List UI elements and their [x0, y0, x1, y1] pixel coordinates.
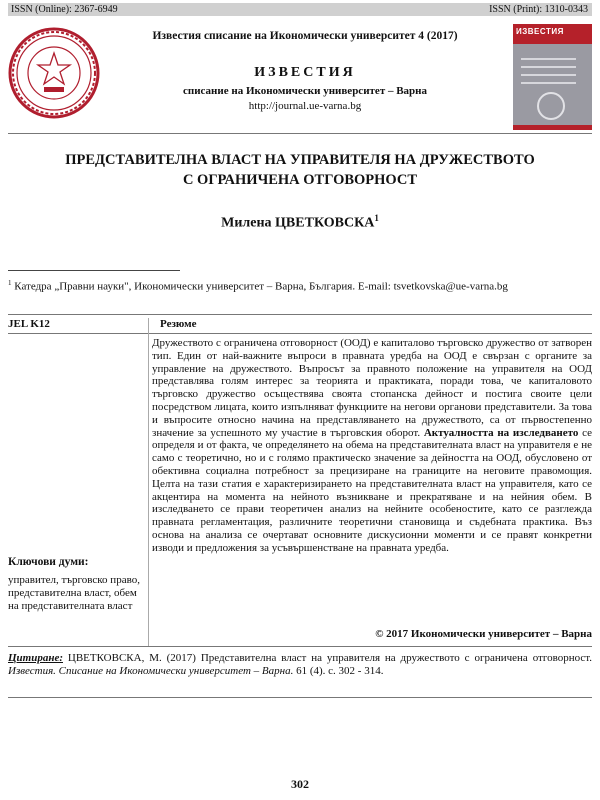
article-title-line-2: С ОГРАНИЧЕНА ОТГОВОРНОСТ — [182, 172, 418, 188]
citation-text: ЦВЕТКОВСКА, М. (2017) Представителна власт на управителя на дружеството с ограничена отговорност. — [67, 652, 592, 664]
abstract-part-2: се определя и от факта, че определянето на обема на представителната власт на управителя е не само с теоретично, но и с голямо практическо значение за дейността на ООД, обусловено от обективна социална потребност за прецизиране на границите на неговите правомощия. Целта на тази статия е характеризирането на представителната власт на управителя, като се акцентира на момента на нейното възникване и прекратяване и на нейния обем. В изследването се прави теоретичен анализ на нейните особеностите, като се разглежда правната регламентация, различните теоретични становища и съдебната практика. Въз основа на анализа се очертават основните дискусионни моменти и се правят конкретни изводи и предложения за усъвършенстване на правната уредба. — [152, 426, 593, 554]
cover-seal-icon — [537, 92, 565, 120]
cover-title: ИЗВЕСТИЯ — [516, 27, 564, 36]
abstract-part-1: Дружеството с ограничена отговорност (ООД) е капиталово търговско дружество от затворен тип. Един от най-важните въпроси в правната уредба на ООД е свързан с органите за управление на дружеството. Въпросът за правното положение на управителя на ООД представлява голям интерес за теорията и практиката, поради това, че капиталовото търговско дружество осъществява своята стопанска дейност и постига своите цели посредством лицата, които изпълняват функциите на негови органови представители. За това и въпросите относно начина на представляването на дружеството, са от първостепенно значение за успешното му участие в търговския оборот. — [152, 337, 592, 439]
summary-heading: Резюме — [160, 318, 197, 330]
citation-pages: 61 (4). с. 302 - 314. — [296, 665, 384, 677]
author-name: Милена ЦВЕТКОВСКА — [221, 215, 375, 231]
journal-cover-thumbnail — [513, 24, 592, 130]
article-title — [20, 150, 580, 190]
issn-bar — [8, 3, 592, 16]
abstract-bold-phrase: Актуалността на изследването — [423, 426, 579, 439]
journal-subtitle: списание на Икономически университет – Варна — [182, 85, 428, 97]
footnote-text: Катедра „Правни науки", Икономически университет – Варна, България. E-mail: tsvetkovska@ue-varna.bg — [14, 280, 508, 293]
keywords-text: управител, търговско право, представителна власт, обем на представителната власт — [8, 574, 140, 612]
article-title-line-1: ПРЕДСТАВИТЕЛНА ВЛАСТ НА УПРАВИТЕЛЯ НА ДРУЖЕСТВОТО — [65, 152, 535, 168]
jel-code: JEL K12 — [8, 318, 50, 330]
header-divider — [8, 133, 592, 134]
keywords-heading: Ключови думи: — [8, 556, 89, 568]
journal-url[interactable]: http://journal.ue-varna.bg — [248, 100, 362, 112]
copyright: © 2017 Икономически университет – Варна — [375, 628, 592, 640]
citation-label: Цитиране: — [8, 652, 63, 664]
abstract-top-rule — [8, 314, 592, 315]
journal-title: ИЗВЕСТИЯ — [254, 65, 356, 80]
abstract-text — [152, 337, 592, 555]
journal-header — [100, 30, 510, 112]
author — [0, 213, 600, 232]
jel-row — [8, 318, 592, 333]
university-seal-logo — [8, 27, 100, 119]
issn-online: ISSN (Online): 2367-6949 — [11, 4, 118, 15]
journal-issue-line: Известия списание на Икономически университет 4 (2017) — [152, 30, 458, 42]
citation-journal: Известия. Списание на Икономически университет – Варна. — [8, 665, 294, 677]
footnote-number: 1 — [8, 279, 12, 287]
page-number: 302 — [291, 777, 309, 791]
abstract-bottom-rule — [8, 646, 592, 647]
column-separator — [148, 318, 149, 646]
abstract-header-rule — [8, 333, 592, 334]
cover-decoration — [521, 58, 576, 90]
issn-print: ISSN (Print): 1310-0343 — [489, 4, 588, 15]
author-footnote — [8, 276, 592, 295]
author-footnote-mark: 1 — [374, 213, 379, 223]
footnote-separator — [8, 270, 180, 271]
citation — [8, 652, 592, 678]
cover-strip — [513, 125, 592, 130]
citation-bottom-rule — [8, 697, 592, 698]
